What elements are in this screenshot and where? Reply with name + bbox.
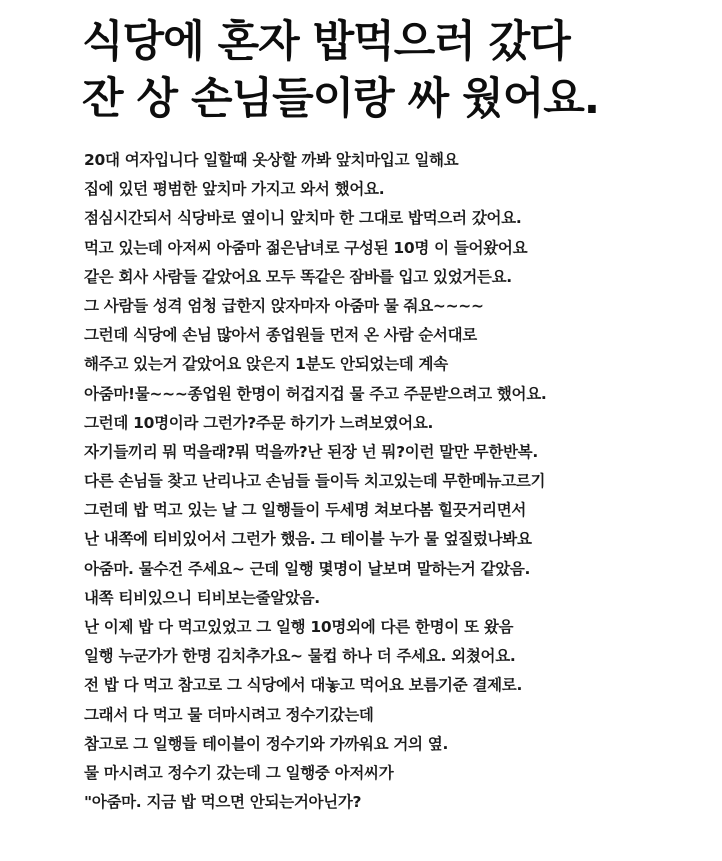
body-line: 그런데 식당에 손님 많아서 종업원들 먼저 온 사람 순서대로: [84, 326, 477, 345]
body-line: 아줌마. 물수건 주세요~ 근데 일행 몇명이 날보며 말하는거 같았음.: [84, 559, 531, 578]
body-line: 난 이제 밥 다 먹고있었고 그 일행 10명외에 다른 한명이 또 왔음: [84, 618, 514, 636]
body-line: "아줌마. 지금 밥 먹으면 안되는거아닌가?: [84, 793, 362, 812]
body-line: 일행 누군가가 한명 김치추가요~ 물컵 하나 더 주세요. 외쳤어요.: [84, 647, 516, 666]
body-line: 전 밥 다 먹고 참고로 그 식당에서 대놓고 먹어요 보름기준 결제로.: [84, 676, 523, 695]
body-line: 난 내쪽에 티비있어서 그런가 했음. 그 테이블 누가 물 엎질렀나봐요: [84, 530, 532, 549]
headline-line-1: 식당에 혼자 밥먹으러 갔다: [82, 17, 570, 67]
body-line: 그래서 다 먹고 물 더마시려고 정수기갔는데: [84, 705, 374, 724]
body-line: 먹고 있는데 아저씨 아줌마 젊은남녀로 구성된 10명 이 들어왔어요: [84, 238, 528, 257]
body-line: 아줌마!물~~~종업원 한명이 허겁지겁 물 주고 주문받으려고 했어요.: [84, 384, 547, 403]
body-line: 내쪽 티비있으니 티비보는줄알았음.: [84, 588, 320, 607]
body-line: 점심시간되서 식당바로 옆이니 앞치마 한 그대로 밥먹으러 갔어요.: [84, 209, 522, 228]
body-line: 해주고 있는거 같았어요 앉은지 1분도 안되었는데 계속: [84, 355, 448, 374]
body-line: 같은 회사 사람들 같았어요 모두 똑같은 잠바를 입고 있었거든요.: [84, 267, 512, 286]
body-line: 그런데 밥 먹고 있는 날 그 일행들이 두세명 쳐보다봄 힐끗거리면서: [84, 501, 527, 520]
body-line: 물 마시려고 정수기 갔는데 그 일행중 아저씨가: [84, 763, 394, 782]
body-line: 다른 손님들 찾고 난리나고 손님들 들이득 치고있는데 무한메뉴고르기: [84, 472, 546, 491]
body-line: 참고로 그 일행들 테이블이 정수기와 가까워요 거의 옆.: [84, 734, 449, 753]
headline: [82, 14, 702, 128]
story-body: [84, 146, 714, 817]
body-line: 그런데 10명이라 그런가?주문 하기가 느려보였어요.: [84, 413, 434, 432]
body-line: 집에 있던 평범한 앞치마 가지고 와서 했어요.: [84, 180, 385, 199]
body-line: 그 사람들 성격 엄청 급한지 앉자마자 아줌마 물 줘요~~~~: [84, 296, 484, 315]
body-line: 자기들끼리 뭐 먹을래?뭐 먹을까?난 된장 넌 뭐?이런 말만 무한반복.: [84, 442, 538, 461]
headline-line-2: 잔 상 손님들이랑 싸 웠어요.: [82, 74, 600, 124]
body-line: 20대 여자입니다 일할때 옷상할 까봐 앞치마입고 일해요: [84, 151, 459, 169]
